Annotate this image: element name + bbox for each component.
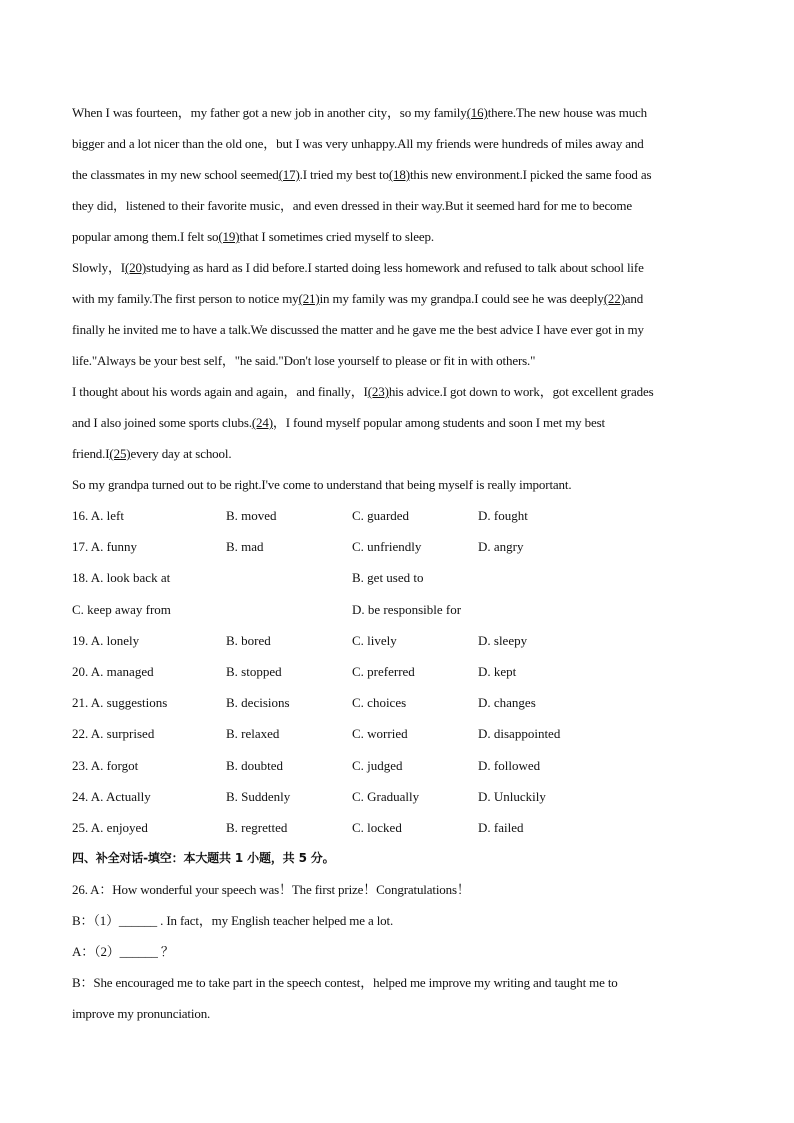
passage-text: popular among them.I felt so [72, 229, 219, 244]
passage-line [72, 469, 722, 500]
option-choice: B. get used to [352, 570, 424, 586]
passage-text: ，I found myself popular among students and soon I met my best [272, 415, 605, 430]
passage-line [72, 314, 722, 345]
passage-text: they did，listened to their favorite music，and even dressed in their way.But it seemed hard for me to become [72, 198, 632, 213]
option-choice: 19. A. lonely [72, 632, 140, 648]
option-choice: B. moved [226, 508, 277, 523]
exam-page [72, 97, 722, 1029]
option-row [72, 687, 722, 718]
passage-text: studying as hard as I did before.I started doing less homework and refused to talk about school life [146, 260, 644, 275]
option-row [72, 812, 722, 843]
option-choice: D. followed [478, 757, 541, 773]
passage-text: I thought about his words again and again，and finally，I [72, 384, 368, 399]
option-row [72, 531, 722, 562]
passage-line [72, 190, 722, 221]
cloze-passage [72, 97, 722, 500]
passage-text: friend.I [72, 446, 110, 461]
section-heading: 四、补全对话-填空：本大题共 1 小题，共 5 分。 [72, 851, 335, 866]
passage-line [72, 97, 722, 128]
dialogue-line: B：（1）______ . In fact，my English teacher helped me a lot. [72, 913, 394, 929]
option-row [72, 656, 722, 687]
option-choice: C. guarded [352, 508, 410, 523]
option-choice: B. regretted [226, 819, 288, 835]
passage-text: his advice.I got down to work，got excellent grades [388, 384, 654, 399]
passage-line [72, 283, 722, 314]
passage-text: this new environment.I picked the same food as [409, 167, 652, 182]
option-choice: B. bored [226, 632, 271, 648]
blank-number: (17) [278, 167, 300, 182]
option-choice: C. Gradually [352, 788, 420, 804]
passage-text: bigger and a lot nicer than the old one，but I was very unhappy.All my friends were hundreds of miles away and [72, 136, 644, 151]
option-choice: D. sleepy [478, 632, 528, 648]
option-choice: D. be responsible for [352, 601, 462, 617]
option-choice: B. Suddenly [226, 788, 291, 804]
passage-line [72, 252, 722, 283]
option-choice: C. preferred [352, 663, 415, 679]
option-row [72, 562, 722, 593]
option-choice: 20. A. managed [72, 663, 154, 679]
option-choice: C. lively [352, 632, 397, 648]
option-row [72, 594, 722, 625]
option-choice: B. doubted [226, 757, 284, 773]
option-choice: 23. A. forgot [72, 757, 139, 773]
option-choice: 25. A. enjoyed [72, 819, 148, 835]
blank-number: (19) [218, 229, 240, 244]
cloze-options [72, 500, 722, 843]
option-choice: B. decisions [226, 695, 290, 711]
passage-line [72, 376, 722, 407]
passage-line [72, 128, 722, 159]
blank-number: (23) [367, 384, 389, 399]
passage-text: life."Always be your best self，"he said."Don't lose yourself to please or fit in with others." [72, 353, 536, 368]
option-choice: 22. A. surprised [72, 726, 155, 742]
option-choice: D. angry [478, 539, 524, 555]
blank-number: (16) [466, 105, 488, 120]
passage-text: every day at school. [130, 446, 232, 461]
blank-number: (20) [124, 260, 147, 275]
option-choice: C. locked [352, 819, 402, 835]
option-choice: 24. A. Actually [72, 788, 151, 804]
passage-line [72, 221, 722, 252]
passage-text: and [624, 291, 644, 306]
option-choice: D. disappointed [478, 726, 561, 742]
passage-line [72, 407, 722, 438]
option-choice: 16. A. left [72, 508, 124, 523]
passage-text: finally he invited me to have a talk.We discussed the matter and he gave me the best advice I have ever got in my [72, 322, 644, 337]
option-choice: D. failed [478, 819, 524, 835]
option-choice: 21. A. suggestions [72, 695, 168, 711]
passage-text: that I sometimes cried myself to sleep. [239, 229, 434, 244]
passage-text: the classmates in my new school seemed [72, 167, 279, 182]
option-choice: C. judged [352, 757, 403, 773]
passage-line [72, 159, 722, 190]
option-choice: 17. A. funny [72, 539, 137, 555]
dialogue [72, 874, 722, 1029]
blank-number: (18) [388, 167, 410, 182]
option-choice: B. mad [226, 539, 264, 555]
passage-line [72, 438, 722, 469]
passage-text: When I was fourteen，my father got a new job in another city，so my family [72, 105, 467, 120]
option-row [72, 750, 722, 781]
passage-text: So my grandpa turned out to be right.I've come to understand that being myself is really important. [72, 477, 572, 492]
option-choice: D. changes [478, 695, 536, 711]
option-choice: C. choices [352, 695, 407, 711]
option-choice: C. unfriendly [352, 539, 422, 555]
option-choice: D. kept [478, 663, 517, 679]
passage-text: with my family.The first person to notice my [72, 291, 299, 306]
option-choice: B. relaxed [226, 726, 280, 742]
dialogue-line: improve my pronunciation. [72, 1006, 211, 1022]
blank-number: (25) [109, 446, 131, 461]
option-choice: 18. A. look back at [72, 570, 171, 586]
passage-text: in my family was my grandpa.I could see he was deeply [319, 291, 604, 306]
option-row [72, 718, 722, 749]
option-choice: C. worried [352, 726, 408, 742]
dialogue-line: B：She encouraged me to take part in the speech contest，helped me improve my writing and taught me to [72, 975, 618, 991]
option-row [72, 625, 722, 656]
passage-text: there.The new house was much [487, 105, 648, 120]
option-row [72, 500, 722, 531]
option-choice: D. fought [478, 508, 528, 523]
passage-text: and I also joined some sports clubs. [72, 415, 252, 430]
blank-number: (21) [298, 291, 320, 306]
option-choice: D. Unluckily [478, 788, 546, 804]
option-choice: B. stopped [226, 663, 282, 679]
blank-number: (24) [251, 415, 273, 430]
passage-text: Slowly，I [72, 260, 125, 275]
dialogue-line: 26. A：How wonderful your speech was！The first prize！Congratulations！ [72, 882, 470, 898]
passage-line [72, 345, 722, 376]
passage-text: .I tried my best to [299, 167, 389, 182]
dialogue-line: A：（2）______ ？ [72, 944, 174, 960]
option-choice: C. keep away from [72, 601, 171, 617]
option-row [72, 781, 722, 812]
blank-number: (22) [603, 291, 625, 306]
